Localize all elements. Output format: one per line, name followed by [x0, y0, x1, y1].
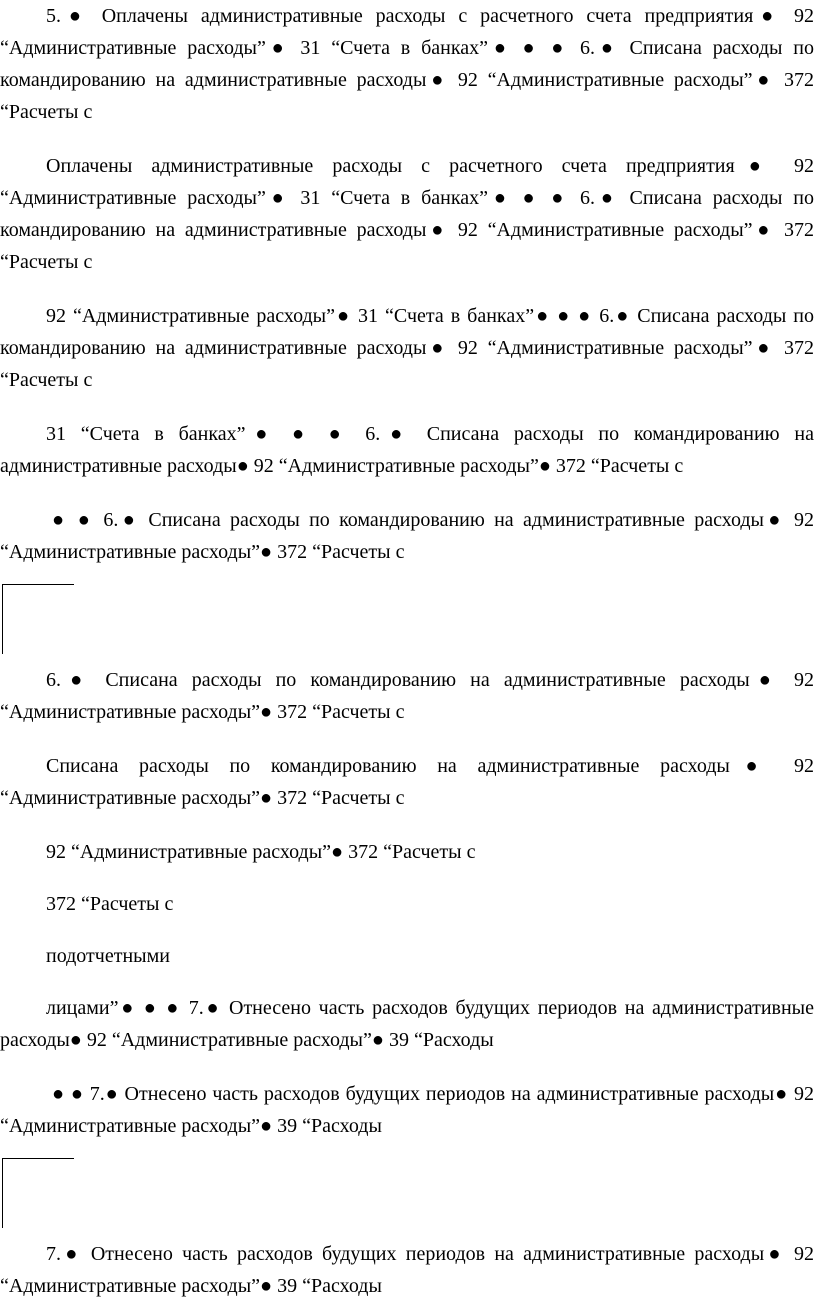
paragraph-3: 92 “Административные расходы”● 31 “Счета в банках”● ● ● 6.● Списана расходы по командированию на административные расходы● 92 “Административные расходы”● 372 “Расчеты с — [0, 305, 814, 391]
paragraph-8: 92 “Административные расходы”● 372 “Расчеты с — [46, 841, 476, 863]
paragraph-gap — [0, 972, 816, 992]
paragraph-gap — [0, 728, 816, 750]
paragraph-gap — [0, 482, 816, 504]
paragraph-10: подотчетными — [46, 945, 170, 967]
paragraph-gap — [0, 868, 816, 888]
paragraph-9: 372 “Расчеты с — [46, 893, 174, 915]
paragraph-12: ● ● 7.● Отнесено часть расходов будущих периодов на административные расходы● 92 “Административные расходы”● 39 “Расходы — [0, 1083, 814, 1137]
corner-mark-vertical — [2, 1158, 3, 1228]
paragraph-13: 7.● Отнесено часть расходов будущих периодов на административные расходы● 92 “Административные расходы”● 39 “Расходы — [0, 1243, 814, 1297]
paragraph-gap — [0, 814, 816, 836]
paragraph-2: Оплачены административные расходы с расчетного счета предприятия● 92 “Административные расходы”● 31 “Счета в банках”● ● ● 6.● Списана расходы по командированию на административные расходы● 92 “Административные расходы”● 372 “Расчеты с — [0, 155, 814, 273]
paragraph-gap — [0, 278, 816, 300]
paragraph-gap — [0, 128, 816, 150]
paragraph-11: лицами”● ● ● 7.● Отнесено часть расходов будущих периодов на административные расходы● 92 “Административные расходы”● 39 “Расходы — [0, 997, 814, 1051]
paragraph-5: ● ● 6.● Списана расходы по командированию на административные расходы● 92 “Административные расходы”● 372 “Расчеты с — [0, 509, 814, 563]
paragraph-gap — [0, 1056, 816, 1078]
paragraph-6: 6.● Списана расходы по командированию на административные расходы● 92 “Административные расходы”● 372 “Расчеты с — [0, 669, 814, 723]
paragraph-7: Списана расходы по командированию на административные расходы● 92 “Административные расходы”● 372 “Расчеты с — [0, 755, 814, 809]
paragraph-gap — [0, 396, 816, 418]
corner-mark-vertical — [2, 584, 3, 654]
corner-mark-horizontal — [2, 1158, 74, 1159]
corner-mark — [0, 1158, 76, 1228]
paragraph-gap — [0, 920, 816, 940]
paragraph-1: 5.● Оплачены административные расходы с расчетного счета предприятия● 92 “Административные расходы”● 31 “Счета в банках”● ● ● 6.● Списана расходы по командированию на административные расходы● 92 “Административные расходы”● 372 “Расчеты с — [0, 5, 814, 123]
corner-mark — [0, 584, 76, 654]
paragraph-4: 31 “Счета в банках”● ● ● 6.● Списана расходы по командированию на административные расходы● 92 “Административные расходы”● 372 “Расчеты с — [0, 423, 814, 477]
corner-mark-horizontal — [2, 584, 74, 585]
